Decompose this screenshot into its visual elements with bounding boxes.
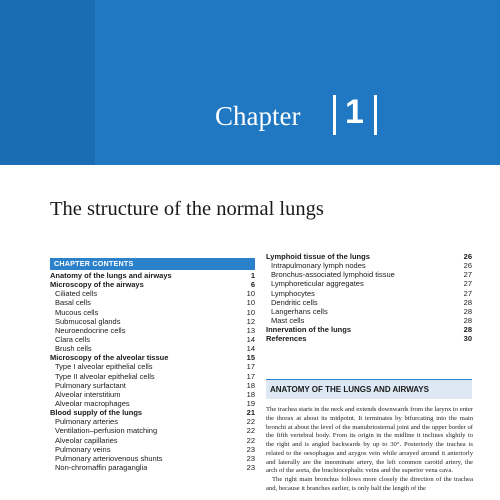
contents-entry-label: Non-chromaffin paraganglia xyxy=(55,462,148,472)
contents-entry-page: 22 xyxy=(246,426,255,436)
chapter-title: The structure of the normal lungs xyxy=(50,198,324,220)
contents-entry-page: 23 xyxy=(246,453,255,463)
contents-entry[interactable] xyxy=(50,335,255,344)
contents-entry-label: Type II alveolar epithelial cells xyxy=(55,371,155,381)
contents-entry-label: Bronchus-associated lymphoid tissue xyxy=(271,270,395,280)
contents-entry-label: Type I alveolar epithelial cells xyxy=(55,362,153,372)
contents-entry-label: Alveolar interstitium xyxy=(55,389,121,399)
contents-entry-page: 26 xyxy=(463,261,472,271)
contents-entry-page: 19 xyxy=(246,398,255,408)
contents-entry[interactable] xyxy=(50,463,255,472)
contents-entry-label: Alveolar capillaries xyxy=(55,435,118,445)
contents-entry-label: Pulmonary arteries xyxy=(55,417,118,427)
chapter-banner xyxy=(0,0,500,165)
contents-entry[interactable] xyxy=(266,261,472,270)
contents-entry[interactable] xyxy=(50,445,255,454)
contents-entry[interactable] xyxy=(50,426,255,435)
contents-entry-page: 28 xyxy=(463,306,472,316)
contents-entry[interactable] xyxy=(50,372,255,381)
contents-entry-label: References xyxy=(266,334,307,344)
chapter-number-right-bar xyxy=(374,95,377,135)
contents-entry[interactable] xyxy=(50,326,255,335)
contents-entry-page: 1 xyxy=(250,271,255,280)
contents-entry[interactable] xyxy=(50,280,255,289)
contents-entry[interactable] xyxy=(50,381,255,390)
contents-entry[interactable] xyxy=(50,317,255,326)
contents-entry[interactable] xyxy=(50,271,255,280)
contents-entry[interactable] xyxy=(50,390,255,399)
contents-entry-label: Pulmonary veins xyxy=(55,444,111,454)
contents-entry-label: Microscopy of the alveolar tissue xyxy=(50,353,169,363)
chapter-contents-header: CHAPTER CONTENTS xyxy=(50,258,255,270)
contents-entry[interactable] xyxy=(266,316,472,325)
contents-entry-label: Neuroendocrine cells xyxy=(55,325,126,335)
contents-entry[interactable] xyxy=(50,362,255,371)
contents-entry-label: Clara cells xyxy=(55,334,91,344)
contents-entry-page: 18 xyxy=(246,389,255,399)
contents-entry[interactable] xyxy=(50,353,255,362)
contents-entry-page: 12 xyxy=(246,316,255,326)
contents-entry-label: Blood supply of the lungs xyxy=(50,408,143,418)
contents-entry-page: 17 xyxy=(246,371,255,381)
contents-entry-label: Microscopy of the airways xyxy=(50,280,144,290)
contents-entry-page: 17 xyxy=(246,362,255,372)
contents-entry[interactable] xyxy=(50,289,255,298)
contents-entry-page: 14 xyxy=(246,334,255,344)
contents-entry[interactable] xyxy=(50,436,255,445)
contents-list-left xyxy=(50,271,255,472)
contents-entry[interactable] xyxy=(50,308,255,317)
contents-entry[interactable] xyxy=(50,344,255,353)
contents-entry-page: 23 xyxy=(246,444,255,454)
contents-entry[interactable] xyxy=(50,399,255,408)
contents-entry[interactable] xyxy=(266,334,472,343)
contents-entry-page: 14 xyxy=(246,344,255,354)
contents-entry-page: 13 xyxy=(246,325,255,335)
contents-entry-label: Basal cells xyxy=(55,298,91,308)
contents-entry-page: 30 xyxy=(463,334,472,344)
contents-entry[interactable] xyxy=(266,298,472,307)
contents-entry-page: 10 xyxy=(246,289,255,299)
contents-entry-label: Intrapulmonary lymph nodes xyxy=(271,261,366,271)
contents-entry-label: Pulmonary arteriovenous shunts xyxy=(55,453,163,463)
contents-entry-label: Langerhans cells xyxy=(271,306,328,316)
contents-entry-label: Ventilation–perfusion matching xyxy=(55,426,158,436)
contents-entry[interactable] xyxy=(50,454,255,463)
contents-entry-page: 27 xyxy=(463,279,472,289)
contents-entry-page: 22 xyxy=(246,435,255,445)
contents-list-right xyxy=(266,252,472,343)
contents-entry-page: 28 xyxy=(463,297,472,307)
contents-entry-page: 6 xyxy=(250,280,255,290)
chapter-label: Chapter xyxy=(215,101,301,131)
contents-entry-label: Innervation of the lungs xyxy=(266,325,352,335)
contents-entry-page: 27 xyxy=(463,288,472,298)
contents-entry[interactable] xyxy=(50,298,255,307)
contents-entry[interactable] xyxy=(266,270,472,279)
contents-entry-label: Anatomy of the lungs and airways xyxy=(50,271,172,280)
contents-entry-page: 22 xyxy=(246,417,255,427)
contents-entry-page: 23 xyxy=(246,462,255,472)
contents-entry-page: 26 xyxy=(463,252,472,261)
contents-entry-page: 28 xyxy=(463,315,472,325)
banner-accent-panel xyxy=(0,0,95,165)
contents-entry-label: Dendritic cells xyxy=(271,297,318,307)
chapter-number-left-bar xyxy=(333,95,336,135)
contents-entry-page: 10 xyxy=(246,298,255,308)
body-text xyxy=(266,406,473,494)
body-paragraph: The trachea starts in the neck and extends downwards from the larynx to enter the thorax at about its midpoint. It terminates by bifurcating into the main bronchi at about the level of the manubriosternal joint and the upper border of the fifth vertebral body. From its origin in the midline it inclines slightly to the right and is angled backwards by up to 30°. Posteriorly the trachea is related to the oesophagus and azygos vein while arrayed around it anteriorly and laterally are the innominate artery, the left common carotid artery, the arch of the aorta, the brachiocephalic veins and the superior vena cava. xyxy=(266,406,473,475)
contents-entry[interactable] xyxy=(266,325,472,334)
contents-entry[interactable] xyxy=(266,307,472,316)
contents-entry[interactable] xyxy=(266,279,472,288)
contents-entry-page: 18 xyxy=(246,380,255,390)
contents-entry[interactable] xyxy=(266,252,472,261)
contents-entry-label: Lymphoreticular aggregates xyxy=(271,279,364,289)
contents-entry-label: Ciliated cells xyxy=(55,289,98,299)
contents-entry-page: 10 xyxy=(246,307,255,317)
section-heading: ANATOMY OF THE LUNGS AND AIRWAYS xyxy=(266,379,472,399)
contents-entry-page: 27 xyxy=(463,270,472,280)
contents-entry-label: Alveolar macrophages xyxy=(55,398,130,408)
contents-entry-label: Lymphocytes xyxy=(271,288,315,298)
body-paragraph: The right main bronchus follows more closely the direction of the trachea and, because it branches earlier, is only half the length of the xyxy=(266,476,473,492)
contents-entry[interactable] xyxy=(50,408,255,417)
contents-entry-page: 21 xyxy=(246,408,255,418)
contents-entry[interactable] xyxy=(50,417,255,426)
contents-entry-label: Mast cells xyxy=(271,315,305,325)
contents-entry-label: Pulmonary surfactant xyxy=(55,380,126,390)
contents-entry-label: Mucous cells xyxy=(55,307,99,317)
contents-entry-page: 28 xyxy=(463,325,472,335)
contents-entry-label: Submucosal glands xyxy=(55,316,121,326)
chapter-number: 1 xyxy=(345,93,364,131)
contents-entry-page: 15 xyxy=(246,353,255,363)
contents-entry[interactable] xyxy=(266,289,472,298)
contents-entry-label: Lymphoid tissue of the lungs xyxy=(266,252,370,261)
contents-entry-label: Brush cells xyxy=(55,344,92,354)
